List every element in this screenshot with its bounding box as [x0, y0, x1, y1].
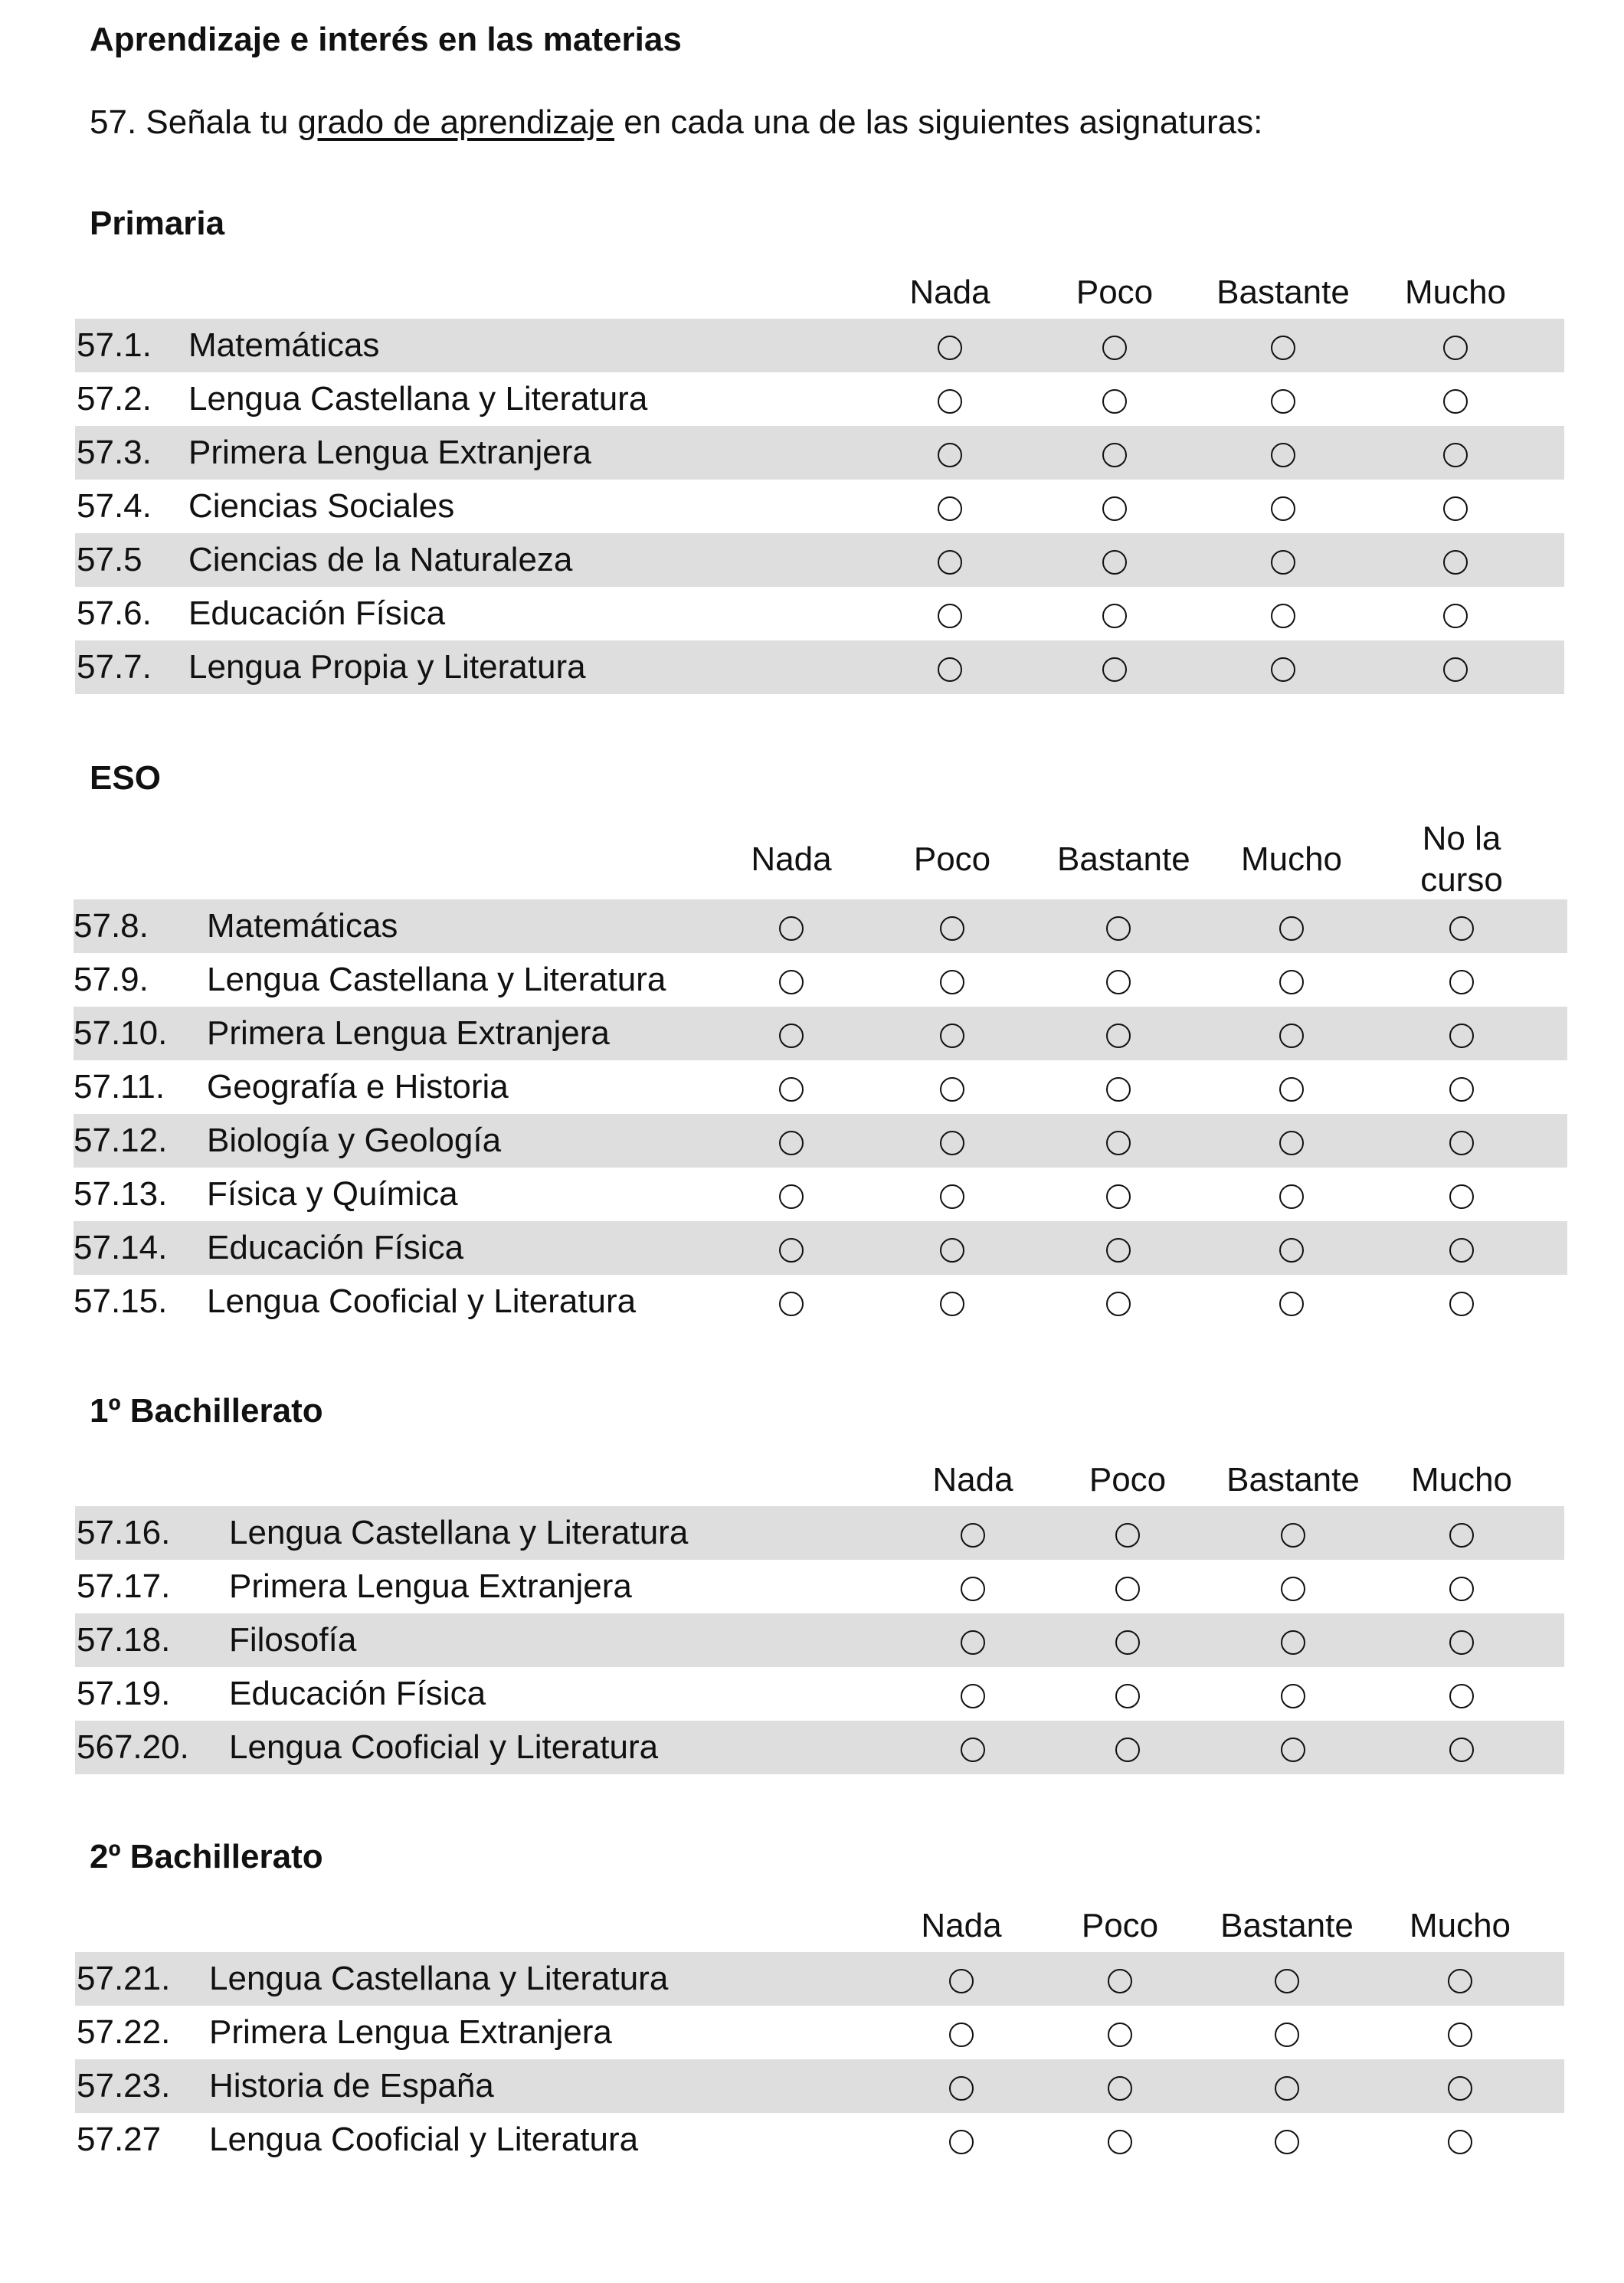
- radio-option[interactable]: [940, 1131, 964, 1155]
- radio-option[interactable]: [1443, 604, 1468, 628]
- radio-option[interactable]: [779, 1292, 804, 1316]
- subject-label: Historia de España: [209, 2067, 494, 2104]
- radio-option[interactable]: [779, 1024, 804, 1048]
- table-row: [74, 1168, 1567, 1221]
- item-number: 57.17.: [77, 1567, 171, 1605]
- item-number: 57.19.: [77, 1675, 171, 1712]
- table-row: [75, 2059, 1564, 2113]
- column-header: Poco: [913, 840, 991, 878]
- item-number: 57.1.: [77, 326, 152, 364]
- table-row: [75, 1613, 1564, 1667]
- column-header: Nada: [932, 1461, 1013, 1499]
- radio-option[interactable]: [1449, 1024, 1474, 1048]
- radio-option[interactable]: [938, 389, 962, 414]
- radio-option[interactable]: [961, 1577, 985, 1601]
- radio-option[interactable]: [1443, 496, 1468, 521]
- radio-option[interactable]: [1102, 604, 1127, 628]
- radio-option[interactable]: [1115, 1630, 1140, 1655]
- subject-label: Lengua Castellana y Literatura: [229, 1514, 689, 1551]
- radio-option[interactable]: [1115, 1738, 1140, 1762]
- radio-option[interactable]: [1106, 1131, 1131, 1155]
- radio-option[interactable]: [949, 2023, 974, 2047]
- table-row: [75, 1560, 1564, 1613]
- radio-option[interactable]: [1106, 1184, 1131, 1209]
- subject-label: Primera Lengua Extranjera: [207, 1014, 610, 1052]
- table-row: [75, 480, 1564, 533]
- question-prefix: 57. Señala tu: [90, 103, 298, 141]
- column-header: Nada: [921, 1907, 1002, 1944]
- section-title: Primaria: [90, 205, 225, 242]
- radio-option[interactable]: [779, 1131, 804, 1155]
- subject-label: Lengua Cooficial y Literatura: [207, 1282, 637, 1320]
- column-header: Bastante: [1220, 1907, 1354, 1944]
- radio-option[interactable]: [1102, 496, 1127, 521]
- radio-option[interactable]: [1449, 1738, 1474, 1762]
- radio-option[interactable]: [1106, 1292, 1131, 1316]
- item-number: 57.6.: [77, 594, 152, 632]
- radio-option[interactable]: [1443, 443, 1468, 467]
- radio-option[interactable]: [1102, 443, 1127, 467]
- radio-option[interactable]: [1271, 657, 1295, 682]
- item-number: 57.11.: [74, 1068, 165, 1105]
- subject-label: Ciencias de la Naturaleza: [188, 541, 573, 578]
- item-number: 57.4.: [77, 487, 152, 525]
- radio-option[interactable]: [1106, 916, 1131, 941]
- item-number: 57.2.: [77, 380, 152, 418]
- radio-option[interactable]: [938, 604, 962, 628]
- radio-option[interactable]: [940, 1238, 964, 1263]
- radio-option[interactable]: [1281, 1738, 1305, 1762]
- subject-label: Matemáticas: [188, 326, 380, 364]
- section-title: 2º Bachillerato: [90, 1838, 323, 1875]
- radio-option[interactable]: [1279, 970, 1304, 994]
- subject-label: Física y Química: [207, 1175, 458, 1213]
- radio-option[interactable]: [1449, 1630, 1474, 1655]
- radio-option[interactable]: [779, 970, 804, 994]
- column-header: Nada: [909, 274, 990, 311]
- column-header: Bastante: [1216, 274, 1350, 311]
- radio-option[interactable]: [1275, 1969, 1299, 1993]
- column-header: Mucho: [1409, 1907, 1511, 1944]
- radio-option[interactable]: [779, 1077, 804, 1102]
- table-row: [75, 426, 1564, 480]
- radio-option[interactable]: [938, 496, 962, 521]
- radio-option[interactable]: [1449, 916, 1474, 941]
- item-number: 57.18.: [77, 1621, 171, 1659]
- table-row: [74, 953, 1567, 1007]
- subject-label: Ciencias Sociales: [188, 487, 455, 525]
- radio-option[interactable]: [949, 1969, 974, 1993]
- radio-option[interactable]: [940, 1077, 964, 1102]
- subject-label: Matemáticas: [207, 907, 398, 945]
- radio-option[interactable]: [1271, 496, 1295, 521]
- item-number: 57.8.: [74, 907, 149, 945]
- radio-option[interactable]: [940, 970, 964, 994]
- radio-option[interactable]: [1106, 1238, 1131, 1263]
- radio-option[interactable]: [1279, 1292, 1304, 1316]
- radio-option[interactable]: [1281, 1630, 1305, 1655]
- radio-option[interactable]: [1102, 336, 1127, 360]
- column-header: Poco: [1089, 1461, 1167, 1499]
- table-row: [74, 1275, 1567, 1328]
- item-number: 57.3.: [77, 434, 152, 471]
- subject-label: Biología y Geología: [207, 1122, 502, 1159]
- radio-option[interactable]: [1449, 1131, 1474, 1155]
- item-number: 57.7.: [77, 648, 152, 686]
- radio-option[interactable]: [1115, 1577, 1140, 1601]
- radio-option[interactable]: [1443, 336, 1468, 360]
- radio-option[interactable]: [961, 1684, 985, 1708]
- subject-label: Lengua Castellana y Literatura: [207, 961, 666, 998]
- column-header: Nada: [751, 840, 832, 878]
- item-number: 57.22.: [77, 2013, 171, 2051]
- table-row: [74, 1114, 1567, 1168]
- column-header: Bastante: [1226, 1461, 1360, 1499]
- radio-option[interactable]: [1448, 2023, 1472, 2047]
- radio-option[interactable]: [1449, 1292, 1474, 1316]
- table-row: [75, 533, 1564, 587]
- subject-label: Lengua Castellana y Literatura: [209, 1960, 669, 1997]
- table-row: [75, 2113, 1564, 2167]
- radio-option[interactable]: [1275, 2023, 1299, 2047]
- radio-option[interactable]: [1449, 1577, 1474, 1601]
- radio-option[interactable]: [1108, 1969, 1132, 1993]
- subject-label: Primera Lengua Extranjera: [229, 1567, 632, 1605]
- radio-option[interactable]: [1279, 1077, 1304, 1102]
- radio-option[interactable]: [961, 1630, 985, 1655]
- subject-label: Geografía e Historia: [207, 1068, 509, 1105]
- item-number: 57.13.: [74, 1175, 168, 1213]
- item-number: 57.5: [77, 541, 142, 578]
- radio-option[interactable]: [1279, 1238, 1304, 1263]
- item-number: 57.12.: [74, 1122, 168, 1159]
- radio-option[interactable]: [1115, 1684, 1140, 1708]
- table-row: [75, 1667, 1564, 1721]
- radio-option[interactable]: [1102, 550, 1127, 575]
- radio-option[interactable]: [1106, 970, 1131, 994]
- radio-option[interactable]: [949, 2076, 974, 2101]
- subject-label: Lengua Propia y Literatura: [188, 648, 586, 686]
- table-row: [74, 1007, 1567, 1060]
- question-emphasis: grado de aprendizaje: [297, 103, 614, 141]
- radio-option[interactable]: [940, 1292, 964, 1316]
- question-57: [90, 100, 1262, 146]
- radio-option[interactable]: [1449, 1238, 1474, 1263]
- section-title: ESO: [90, 759, 161, 797]
- radio-option[interactable]: [1108, 2130, 1132, 2154]
- radio-option[interactable]: [1275, 2130, 1299, 2154]
- table-row: [75, 1721, 1564, 1774]
- radio-option[interactable]: [1108, 2023, 1132, 2047]
- item-number: 57.21.: [77, 1960, 171, 1997]
- radio-option[interactable]: [1271, 443, 1295, 467]
- table-row: [74, 1221, 1567, 1275]
- radio-option[interactable]: [1271, 550, 1295, 575]
- radio-option[interactable]: [1102, 389, 1127, 414]
- column-header: Poco: [1081, 1907, 1159, 1944]
- radio-option[interactable]: [1281, 1523, 1305, 1548]
- column-header: Mucho: [1240, 840, 1343, 878]
- subject-label: Educación Física: [207, 1229, 464, 1266]
- item-number: 57.9.: [74, 961, 149, 998]
- radio-option[interactable]: [1108, 2076, 1132, 2101]
- page-title: Aprendizaje e interés en las materias: [90, 21, 682, 58]
- section-title: 1º Bachillerato: [90, 1392, 323, 1430]
- table-row: [75, 372, 1564, 426]
- item-number: 57.27: [77, 2121, 162, 2158]
- radio-option[interactable]: [1279, 1184, 1304, 1209]
- radio-option[interactable]: [1279, 916, 1304, 941]
- subject-label: Filosofía: [229, 1621, 357, 1659]
- radio-option[interactable]: [1275, 2076, 1299, 2101]
- radio-option[interactable]: [940, 1024, 964, 1048]
- subject-label: Lengua Castellana y Literatura: [188, 380, 648, 418]
- radio-option[interactable]: [779, 1184, 804, 1209]
- column-header: Bastante: [1057, 840, 1190, 878]
- radio-option[interactable]: [1449, 1684, 1474, 1708]
- table-row: [74, 1060, 1567, 1114]
- table-row: [75, 587, 1564, 640]
- radio-option[interactable]: [1279, 1024, 1304, 1048]
- item-number: 57.14.: [74, 1229, 168, 1266]
- radio-option[interactable]: [779, 1238, 804, 1263]
- item-number: 567.20.: [77, 1728, 189, 1766]
- radio-option[interactable]: [1106, 1024, 1131, 1048]
- radio-option[interactable]: [1449, 1077, 1474, 1102]
- table-row: [75, 1506, 1564, 1560]
- question-suffix: en cada una de las siguientes asignaturas:: [614, 103, 1263, 141]
- item-number: 57.16.: [77, 1514, 171, 1551]
- radio-option[interactable]: [961, 1738, 985, 1762]
- table-row: [75, 2006, 1564, 2059]
- column-header: No la curso: [1420, 820, 1503, 899]
- radio-option[interactable]: [1271, 604, 1295, 628]
- item-number: 57.15.: [74, 1282, 168, 1320]
- table-row: [74, 899, 1567, 953]
- radio-option[interactable]: [940, 1184, 964, 1209]
- subject-label: Lengua Cooficial y Literatura: [209, 2121, 639, 2158]
- radio-option[interactable]: [1281, 1684, 1305, 1708]
- radio-option[interactable]: [938, 336, 962, 360]
- column-header: Poco: [1076, 274, 1154, 311]
- radio-option[interactable]: [1448, 2076, 1472, 2101]
- radio-option[interactable]: [938, 550, 962, 575]
- subject-label: Lengua Cooficial y Literatura: [229, 1728, 659, 1766]
- table-row: [75, 319, 1564, 372]
- radio-option[interactable]: [1448, 1969, 1472, 1993]
- radio-option[interactable]: [938, 657, 962, 682]
- radio-option[interactable]: [1115, 1523, 1140, 1548]
- radio-option[interactable]: [1271, 389, 1295, 414]
- subject-label: Educación Física: [229, 1675, 486, 1712]
- radio-option[interactable]: [1279, 1131, 1304, 1155]
- radio-option[interactable]: [961, 1523, 985, 1548]
- item-number: 57.23.: [77, 2067, 171, 2104]
- subject-label: Primera Lengua Extranjera: [188, 434, 591, 471]
- radio-option[interactable]: [1271, 336, 1295, 360]
- item-number: 57.10.: [74, 1014, 168, 1052]
- radio-option[interactable]: [1449, 1523, 1474, 1548]
- radio-option[interactable]: [1281, 1577, 1305, 1601]
- table-row: [75, 1952, 1564, 2006]
- radio-option[interactable]: [1449, 1184, 1474, 1209]
- table-row: [75, 640, 1564, 694]
- radio-option[interactable]: [1106, 1077, 1131, 1102]
- column-header: Mucho: [1404, 274, 1507, 311]
- radio-option[interactable]: [949, 2130, 974, 2154]
- radio-option[interactable]: [1448, 2130, 1472, 2154]
- column-header: Mucho: [1410, 1461, 1513, 1499]
- radio-option[interactable]: [1443, 550, 1468, 575]
- radio-option[interactable]: [779, 916, 804, 941]
- radio-option[interactable]: [1443, 389, 1468, 414]
- subject-label: Educación Física: [188, 594, 446, 632]
- radio-option[interactable]: [938, 443, 962, 467]
- subject-label: Primera Lengua Extranjera: [209, 2013, 612, 2051]
- radio-option[interactable]: [1449, 970, 1474, 994]
- radio-option[interactable]: [940, 916, 964, 941]
- radio-option[interactable]: [1102, 657, 1127, 682]
- radio-option[interactable]: [1443, 657, 1468, 682]
